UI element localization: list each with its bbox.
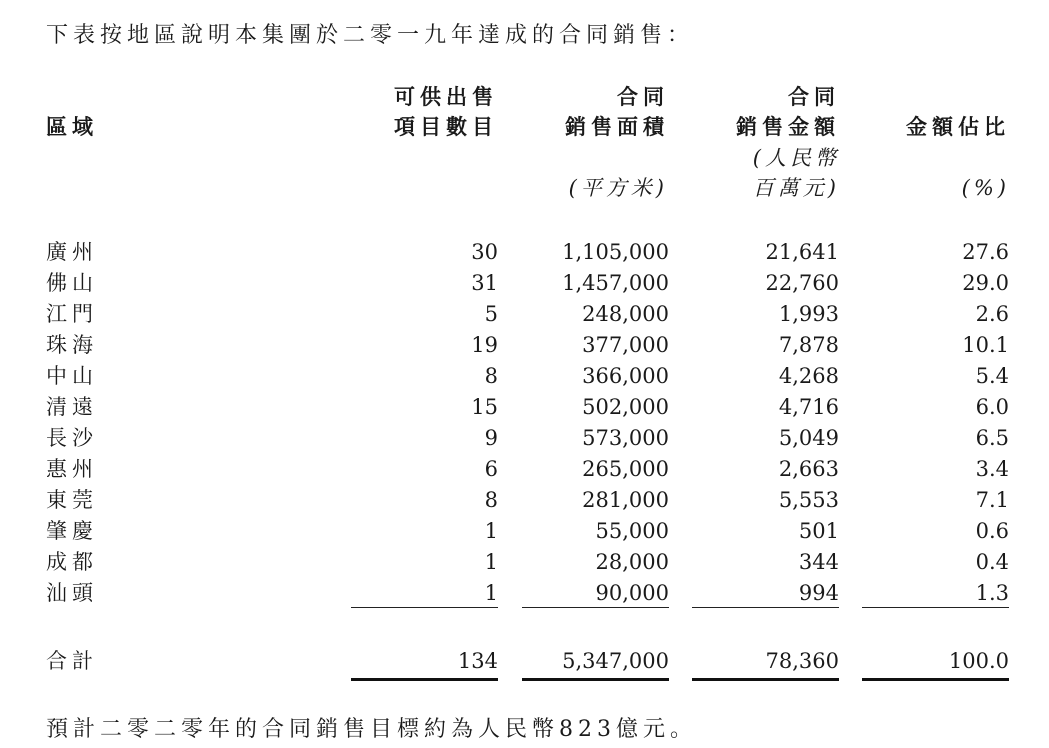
header-contract-area-line2: 銷售面積 — [565, 115, 669, 139]
header-contract-area — [565, 82, 669, 142]
cell-percentage: 0.6 — [975, 519, 1009, 543]
table-row — [0, 330, 1049, 361]
cell-contract-area: 281,000 — [582, 488, 669, 512]
cell-region: 廣州 — [46, 240, 98, 264]
cell-contract-sales: 7,878 — [778, 333, 839, 357]
cell-percentage: 6.0 — [975, 395, 1009, 419]
cell-region: 惠州 — [46, 457, 98, 481]
subtotal-rule-project-count — [351, 607, 498, 608]
cell-contract-sales: 344 — [798, 550, 839, 574]
cell-contract-sales: 21,641 — [765, 240, 839, 264]
header-contract-sales-line1: 合同 — [788, 85, 840, 109]
cell-contract-area: 55,000 — [595, 519, 669, 543]
header-contract-area-line1: 合同 — [617, 85, 669, 109]
cell-project-count: 1 — [484, 550, 498, 574]
cell-project-count: 8 — [484, 364, 498, 388]
header-percentage: 金額佔比 — [906, 115, 1010, 139]
table-row — [0, 361, 1049, 392]
cell-contract-area: 573,000 — [582, 426, 669, 450]
cell-contract-area: 248,000 — [582, 302, 669, 326]
cell-contract-area: 1,457,000 — [562, 271, 669, 295]
total-percentage: 100.0 — [948, 649, 1009, 673]
unit-sales-line1: (人民幣 — [752, 146, 840, 170]
cell-project-count: 15 — [471, 395, 498, 419]
table-row — [0, 299, 1049, 330]
cell-region: 東莞 — [46, 488, 98, 512]
total-row — [0, 646, 1049, 677]
table-row — [0, 423, 1049, 454]
subtotal-rule-contract-sales — [692, 607, 839, 608]
header-contract-sales — [736, 82, 840, 142]
cell-contract-sales: 22,760 — [765, 271, 839, 295]
cell-contract-area: 377,000 — [582, 333, 669, 357]
subtotal-rule-percentage — [862, 607, 1009, 608]
table-row — [0, 392, 1049, 423]
cell-region: 江門 — [46, 302, 98, 326]
table-row — [0, 547, 1049, 578]
cell-percentage: 29.0 — [962, 271, 1009, 295]
unit-percentage: (%) — [961, 176, 1010, 200]
cell-contract-sales: 4,268 — [778, 364, 839, 388]
total-contract-area: 5,347,000 — [562, 649, 669, 673]
cell-region: 佛山 — [46, 271, 98, 295]
cell-percentage: 2.6 — [975, 302, 1009, 326]
sales-table-body — [0, 237, 1049, 609]
cell-region: 中山 — [46, 364, 98, 388]
table-row — [0, 268, 1049, 299]
cell-project-count: 5 — [484, 302, 498, 326]
cell-region: 長沙 — [46, 426, 98, 450]
cell-contract-area: 1,105,000 — [562, 240, 669, 264]
header-contract-sales-line2: 銷售金額 — [736, 115, 840, 139]
cell-percentage: 10.1 — [962, 333, 1009, 357]
cell-percentage: 0.4 — [975, 550, 1009, 574]
cell-project-count: 1 — [484, 581, 498, 605]
cell-contract-sales: 1,993 — [778, 302, 839, 326]
cell-percentage: 1.3 — [975, 581, 1009, 605]
table-row — [0, 454, 1049, 485]
cell-project-count: 8 — [484, 488, 498, 512]
cell-percentage: 27.6 — [962, 240, 1009, 264]
cell-contract-area: 90,000 — [595, 581, 669, 605]
unit-sales — [753, 143, 840, 203]
cell-project-count: 30 — [471, 240, 498, 264]
cell-percentage: 5.4 — [975, 364, 1009, 388]
cell-contract-area: 265,000 — [582, 457, 669, 481]
intro-text: 下表按地區說明本集團於二零一九年達成的合同銷售： — [46, 23, 695, 48]
cell-region: 成都 — [46, 550, 98, 574]
cell-region: 珠海 — [46, 333, 98, 357]
total-rule-contract-area — [522, 678, 669, 681]
cell-percentage: 6.5 — [975, 426, 1009, 450]
cell-region: 清遠 — [46, 395, 98, 419]
header-region: 區域 — [46, 115, 98, 139]
footnote-text: 預計二零二零年的合同銷售目標約為人民幣823億元。 — [46, 717, 697, 742]
cell-contract-sales: 5,553 — [778, 488, 839, 512]
subtotal-rule-contract-area — [522, 607, 669, 608]
table-row — [0, 516, 1049, 547]
cell-region: 汕頭 — [46, 581, 98, 605]
header-project-count-line2: 項目數目 — [394, 115, 498, 139]
cell-contract-area: 28,000 — [595, 550, 669, 574]
unit-area: (平方米) — [568, 176, 668, 200]
total-contract-sales: 78,360 — [765, 649, 839, 673]
cell-project-count: 1 — [484, 519, 498, 543]
cell-project-count: 31 — [471, 271, 498, 295]
cell-project-count: 6 — [484, 457, 498, 481]
cell-contract-area: 502,000 — [582, 395, 669, 419]
total-rule-percentage — [862, 678, 1009, 681]
cell-percentage: 7.1 — [975, 488, 1009, 512]
header-project-count-line1: 可供出售 — [394, 85, 498, 109]
total-project-count: 134 — [457, 649, 498, 673]
cell-project-count: 9 — [484, 426, 498, 450]
cell-contract-area: 366,000 — [582, 364, 669, 388]
cell-region: 肇慶 — [46, 519, 98, 543]
table-row — [0, 237, 1049, 268]
cell-contract-sales: 994 — [798, 581, 839, 605]
total-rule-project-count — [351, 678, 498, 681]
table-row — [0, 485, 1049, 516]
cell-contract-sales: 501 — [798, 519, 839, 543]
table-row — [0, 578, 1049, 609]
total-rule-contract-sales — [692, 678, 839, 681]
header-project-count — [394, 82, 498, 142]
cell-contract-sales: 5,049 — [778, 426, 839, 450]
cell-contract-sales: 2,663 — [778, 457, 839, 481]
unit-sales-line2: 百萬元) — [752, 176, 840, 200]
cell-project-count: 19 — [471, 333, 498, 357]
cell-percentage: 3.4 — [975, 457, 1009, 481]
total-label: 合計 — [46, 649, 98, 673]
cell-contract-sales: 4,716 — [778, 395, 839, 419]
